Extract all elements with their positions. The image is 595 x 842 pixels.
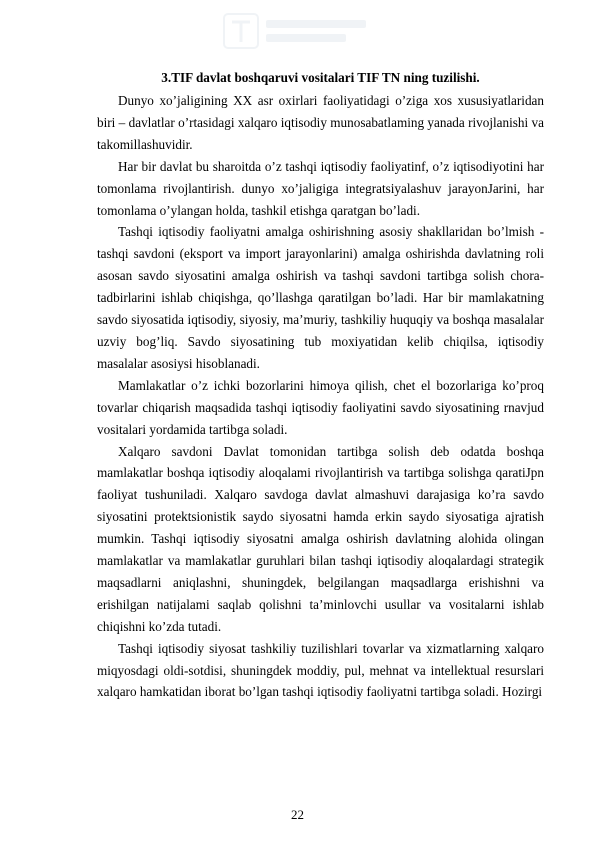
watermark-logo (222, 10, 372, 52)
page-number: 22 (291, 807, 304, 822)
paragraph-1: Dunyo xo’jaligining XX asr oxirlari faoliyatidagi o’ziga xos xususiyatlaridan biri – davlatlar o’rtasidagi xalqaro iqtisodiy munosabatlaming yanada rivojlanishi va takomillashuvidir. (97, 93, 544, 152)
paragraph-5: Xalqaro savdoni Davlat tomonidan tartibga solish deb odatda boshqa mamlakatlar boshqa iqtisodiy aloqalami rivojlantirish va tartibga solishga qaratiJpn faoliyat tushuniladi. Xalqaro savdoga davlat almashuvi darajasiga ko’ra savdo siyosatini protektsionistik saydo siyosatni hamda erkin saydo siyosatiga ajratish mumkin. Tashqi iqtisodiy siyosatni amalga oshirish davlatning alohida olingan mamlakatlar va mamlakatlar guruhlari bilan tashqi iqtisodiy aloqalardagi strategik maqsadlarni aniqlashni, shuningdek, belgilangan maqsadlarga erishishni va erishilgan natijalami saqlab qolishni ta’minlovchi usullar va vositalarni ishlab chiqishni ko’zda tutadi. (97, 443, 544, 634)
paragraph-4: Mamlakatlar o’z ichki bozorlarini himoya qilish, chet el bozorlariga ko’proq tovarlar chiqarish maqsadida tashqi iqtisodiy faoliyatini savdo siyosatining rnavjud vositalari yordamida tartibga soladi. (97, 377, 544, 437)
paragraph-3: Tashqi iqtisodiy faoliyatni amalga oshirishning asosiy shakllaridan bo’lmish - tashqi savdoni (eksport va import jarayonlarini) amalga oshirishda davlatning roli asosan savdo siyosatini amalga oshirish va tashqi savdoni tartibga solish chora-tadbirlarini ishlab chiqishga, qo’llashga qaratilgan bo’ladi. Har bir mamlakatning savdo siyosatida iqtisodiy, siyosiy, ma’muriy, tashkiliy huquqiy va boshqa masalalar uzviy bog’liq. Savdo siyosatining tub moxiyatidan kelib chiqilsa, iqtisodiy masalalar asosiysi hisoblanadi. (97, 224, 544, 371)
paragraph-2: Har bir davlat bu sharoitda o’z tashqi iqtisodiy faoliyatinf, o’z iqtisodiyotini har tomonlama rivojlantirish. dunyo xo’jaligiga integratsiyalashuv jarayonJarini, har tomonlama o’ylangan holda, tashkil etishga qaratgan bo’ladi. (97, 158, 544, 218)
paragraph-6: Tashqi iqtisodiy siyosat tashkiliy tuzilishlari tovarlar va xizmatlarning xalqaro miqyosdagi oldi-sotdisi, shuningdek moddiy, pul, mehnat va intellektual resurslari xalqaro hamkatidan iborat bo’lgan tashqi iqtisodiy faoliyatni tartibga soladi. Hozirgi (97, 640, 544, 700)
document-body (97, 67, 544, 703)
section-heading: 3.TIF davlat boshqaruvi vositalari TIF TN ning tuzilishi. (161, 70, 480, 85)
